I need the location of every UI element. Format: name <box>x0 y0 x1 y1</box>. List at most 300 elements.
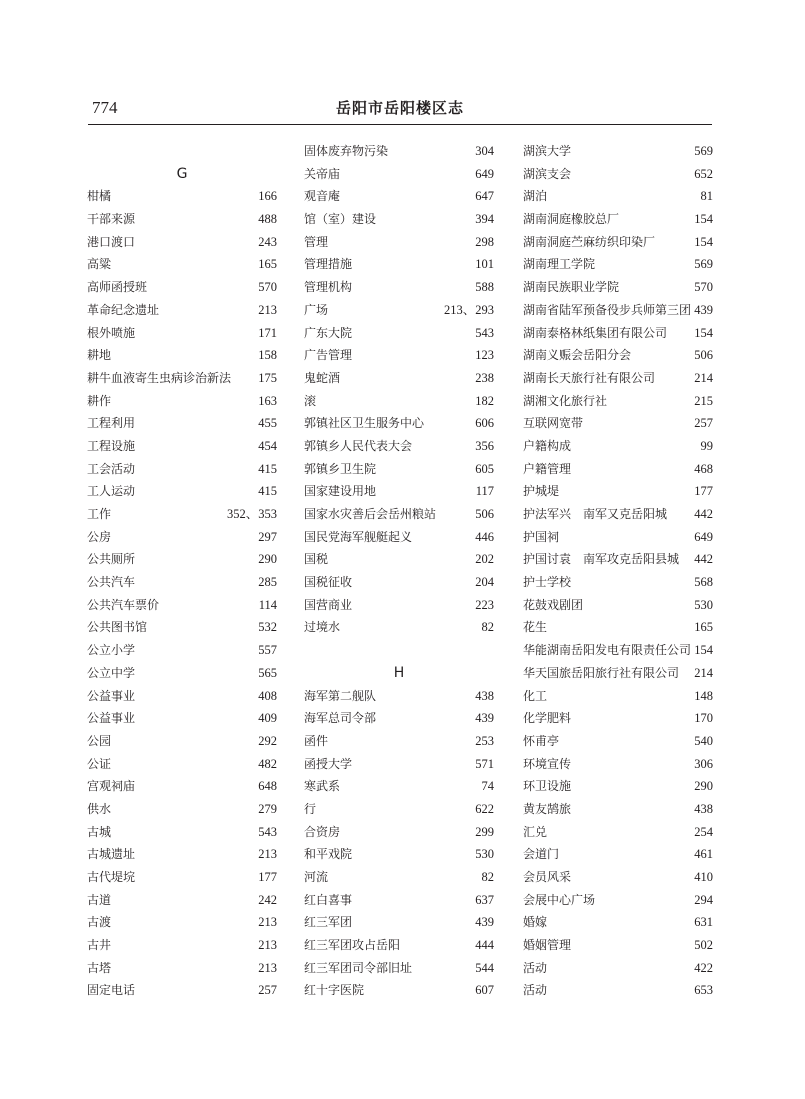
index-page-ref: 242 <box>258 892 277 907</box>
index-page-ref: 213 <box>258 847 277 862</box>
index-term: 护国讨袁 南军攻克岳阳县城 <box>523 552 680 567</box>
index-term: 港口渡口 <box>87 234 136 249</box>
index-term: 湖南省陆军预备役步兵师第三团 <box>523 302 692 317</box>
index-entry <box>304 685 494 708</box>
index-entry <box>523 616 713 639</box>
index-term: 古塔 <box>87 960 112 975</box>
index-page-ref: 588 <box>475 280 494 295</box>
index-page-ref: 605 <box>475 461 494 476</box>
index-page-ref: 568 <box>694 575 713 590</box>
index-entry <box>304 344 494 367</box>
index-entry <box>87 390 277 413</box>
index-page-ref: 238 <box>475 370 494 385</box>
index-page-ref: 213 <box>258 915 277 930</box>
index-page-ref: 648 <box>258 779 277 794</box>
index-entry <box>523 979 713 1002</box>
index-term: 会员风采 <box>523 870 572 884</box>
index-page-ref: 540 <box>694 733 713 748</box>
index-term: 寒武系 <box>304 779 341 794</box>
index-term: 工程利用 <box>87 416 136 431</box>
index-entry <box>304 390 494 413</box>
index-entry <box>87 662 277 685</box>
index-page-ref: 154 <box>694 643 713 658</box>
index-page-ref: 506 <box>475 507 494 521</box>
index-page-ref: 158 <box>258 348 277 363</box>
index-entry <box>87 821 277 844</box>
index-entry <box>87 798 277 821</box>
index-term: 耕地 <box>87 348 112 363</box>
index-term: 国税征收 <box>304 575 353 590</box>
index-entry <box>523 685 713 708</box>
index-term: 花鼓戏剧团 <box>523 597 584 612</box>
index-term: 湖滨支会 <box>523 166 572 181</box>
index-term: 公园 <box>87 733 112 748</box>
index-term: 宫观祠庙 <box>87 779 136 794</box>
index-page-ref: 454 <box>258 438 277 453</box>
index-entry <box>87 367 277 390</box>
index-entry <box>523 299 713 322</box>
index-entry <box>304 299 494 322</box>
index-page-ref: 154 <box>694 212 713 227</box>
index-entry <box>523 412 713 435</box>
index-entry <box>304 798 494 821</box>
index-entry <box>523 594 713 617</box>
index-page-ref: 482 <box>258 756 277 771</box>
index-term: 湖南长天旅行社有限公司 <box>523 370 656 385</box>
index-term: 红白喜事 <box>304 892 353 907</box>
index-term: 广告管理 <box>304 348 353 363</box>
index-term: 工作 <box>87 507 112 521</box>
index-entry <box>87 911 277 934</box>
index-term: 黄友鹄旅 <box>523 801 572 816</box>
index-entry <box>304 253 494 276</box>
index-term: 环境宣传 <box>523 756 572 771</box>
index-term: 护城堤 <box>523 484 560 499</box>
index-entry <box>523 911 713 934</box>
index-page-ref: 202 <box>475 552 494 567</box>
index-page-ref: 148 <box>694 688 713 703</box>
index-entry <box>87 775 277 798</box>
index-term: 红三军团 <box>304 915 353 930</box>
index-term: 合资房 <box>304 824 341 839</box>
index-term: 工程设施 <box>87 438 136 453</box>
index-term: 函件 <box>304 733 329 748</box>
index-page-ref: 506 <box>694 348 713 363</box>
index-page-ref: 223 <box>475 597 494 612</box>
index-page-ref: 299 <box>475 824 494 839</box>
index-page-ref: 356 <box>475 438 494 453</box>
index-page-ref: 439 <box>694 302 713 317</box>
index-term: 管理 <box>304 234 329 249</box>
index-term: 行 <box>304 801 317 816</box>
index-term: 湖南泰格林纸集团有限公司 <box>523 325 668 340</box>
index-page-ref: 99 <box>700 438 713 453</box>
index-page-ref: 544 <box>475 960 494 975</box>
index-page-ref: 101 <box>475 257 494 272</box>
index-entry <box>523 435 713 458</box>
blank-line <box>304 639 494 662</box>
index-term: 户籍构成 <box>523 438 572 453</box>
index-term: 耕牛血液寄生虫病诊治新法 <box>87 370 232 385</box>
index-page-ref: 565 <box>258 665 277 680</box>
index-page-ref: 532 <box>258 620 277 635</box>
index-page-ref: 488 <box>258 212 277 227</box>
index-term: 化工 <box>523 688 548 703</box>
index-entry <box>304 821 494 844</box>
index-term: 国税 <box>304 552 329 567</box>
index-page-ref: 468 <box>694 461 713 476</box>
index-entry <box>523 866 713 889</box>
index-term: 汇兑 <box>523 824 548 839</box>
index-entry <box>523 367 713 390</box>
index-term: 公共厕所 <box>87 552 136 567</box>
index-page-ref: 410 <box>694 870 713 884</box>
index-entry <box>523 390 713 413</box>
index-page-ref: 298 <box>475 234 494 249</box>
index-entry <box>304 185 494 208</box>
index-page-ref: 530 <box>475 847 494 862</box>
index-page-ref: 652 <box>694 166 713 181</box>
index-entry <box>304 594 494 617</box>
index-entry <box>523 503 713 526</box>
index-entry <box>87 616 277 639</box>
index-entry <box>87 526 277 549</box>
index-entry <box>304 889 494 912</box>
index-entry <box>523 458 713 481</box>
index-page-ref: 444 <box>475 938 494 953</box>
index-entry <box>304 163 494 186</box>
index-page-ref: 461 <box>694 847 713 862</box>
index-term: 会道门 <box>523 847 560 862</box>
index-page-ref: 422 <box>694 960 713 975</box>
index-page-ref: 570 <box>694 280 713 295</box>
index-entry <box>304 911 494 934</box>
index-entry <box>523 548 713 571</box>
index-page-ref: 622 <box>475 801 494 816</box>
index-entry <box>523 639 713 662</box>
index-page-ref: 438 <box>694 801 713 816</box>
index-entry <box>304 231 494 254</box>
index-term: 户籍管理 <box>523 461 572 476</box>
index-term: 国民党海军舰艇起义 <box>304 529 413 544</box>
index-term: 管理措施 <box>304 257 353 272</box>
index-page-ref: 154 <box>694 325 713 340</box>
index-page-ref: 409 <box>258 711 277 726</box>
index-entry <box>304 322 494 345</box>
index-term: 郭镇乡人民代表大会 <box>304 438 413 453</box>
index-entry <box>87 344 277 367</box>
index-page-ref: 294 <box>694 892 713 907</box>
index-entry <box>87 253 277 276</box>
index-page-ref: 502 <box>694 938 713 953</box>
index-page-ref: 117 <box>475 484 494 499</box>
index-term: 干部来源 <box>87 212 136 227</box>
index-term: 广场 <box>304 302 329 317</box>
index-term: 护国祠 <box>523 529 560 544</box>
index-entry <box>523 344 713 367</box>
index-entry <box>304 480 494 503</box>
index-entry <box>87 548 277 571</box>
index-entry <box>304 730 494 753</box>
index-term: 公益事业 <box>87 711 136 726</box>
index-page-ref: 439 <box>475 915 494 930</box>
index-entry <box>304 707 494 730</box>
index-term: 婚姻管理 <box>523 938 572 953</box>
index-page-ref: 285 <box>258 575 277 590</box>
index-page-ref: 213 <box>258 938 277 953</box>
index-entry <box>87 934 277 957</box>
index-entry <box>523 753 713 776</box>
index-entry <box>304 934 494 957</box>
index-term: 耕作 <box>87 393 112 408</box>
index-page-ref: 177 <box>694 484 713 499</box>
index-page-ref: 438 <box>475 688 494 703</box>
index-term: 和平戏院 <box>304 847 353 862</box>
index-page-ref: 213 <box>258 960 277 975</box>
index-page-ref: 182 <box>475 393 494 408</box>
index-entry <box>87 730 277 753</box>
index-term: 华能湖南岳阳发电有限责任公司 <box>523 643 692 658</box>
index-page-ref: 557 <box>258 643 277 658</box>
index-term: 湖南洞庭苎麻纺织印染厂 <box>523 234 656 249</box>
index-term: 公共图书馆 <box>87 620 148 635</box>
index-page-ref: 213、293 <box>443 302 494 317</box>
index-term: 活动 <box>523 960 548 975</box>
index-entry <box>523 140 713 163</box>
index-entry <box>87 231 277 254</box>
index-entry <box>87 322 277 345</box>
index-page-ref: 82 <box>481 870 494 884</box>
index-term: 工人运动 <box>87 484 136 499</box>
index-page-ref: 570 <box>258 280 277 295</box>
index-page-ref: 154 <box>694 234 713 249</box>
index-page-ref: 254 <box>694 824 713 839</box>
index-entry <box>304 866 494 889</box>
index-entry <box>523 253 713 276</box>
index-term: 柑橘 <box>87 189 112 204</box>
index-term: 化学肥料 <box>523 711 572 726</box>
index-page-ref: 442 <box>694 552 713 567</box>
index-page-ref: 290 <box>258 552 277 567</box>
index-term: 公房 <box>87 529 112 544</box>
index-page-ref: 163 <box>258 393 277 408</box>
index-entry <box>523 821 713 844</box>
index-term: 固体废弃物污染 <box>304 144 389 158</box>
index-term: 高师函授班 <box>87 280 148 295</box>
index-entry <box>87 753 277 776</box>
index-page-ref: 649 <box>694 529 713 544</box>
index-term: 华天国旅岳阳旅行社有限公司 <box>523 665 680 680</box>
index-term: 郭镇社区卫生服务中心 <box>304 416 425 431</box>
index-page-ref: 415 <box>258 461 277 476</box>
index-page-ref: 543 <box>258 824 277 839</box>
index-entry <box>523 775 713 798</box>
index-term: 湖南义赈会岳阳分会 <box>523 348 632 363</box>
index-page-ref: 214 <box>694 370 713 385</box>
index-term: 湖南理工学院 <box>523 257 596 272</box>
index-term: 古城遗址 <box>87 847 136 862</box>
header-rule <box>88 124 712 125</box>
index-term: 海军第二舰队 <box>304 688 377 703</box>
index-term: 国家水灾善后会岳州粮站 <box>304 507 437 521</box>
index-entry <box>523 163 713 186</box>
index-entry <box>304 753 494 776</box>
index-entry <box>523 526 713 549</box>
section-letter: H <box>393 664 405 681</box>
index-entry <box>523 322 713 345</box>
index-page-ref: 631 <box>694 915 713 930</box>
index-column-3 <box>523 140 713 1002</box>
index-page-ref: 81 <box>700 189 713 204</box>
index-entry <box>87 639 277 662</box>
index-page-ref: 653 <box>694 983 713 998</box>
index-entry <box>304 526 494 549</box>
index-term: 国营商业 <box>304 597 353 612</box>
index-term: 怀甫亭 <box>523 733 560 748</box>
page-number: 774 <box>92 98 118 117</box>
index-term: 活动 <box>523 983 548 998</box>
index-term: 公证 <box>87 756 112 771</box>
index-term: 古城 <box>87 824 112 839</box>
index-entry <box>304 140 494 163</box>
index-term: 会展中心广场 <box>523 892 596 907</box>
index-page-ref: 204 <box>475 575 494 590</box>
index-entry <box>523 934 713 957</box>
index-term: 湖滨大学 <box>523 144 572 158</box>
index-entry <box>87 685 277 708</box>
index-entry <box>304 412 494 435</box>
index-entry <box>304 843 494 866</box>
index-page-ref: 257 <box>694 416 713 431</box>
index-term: 红十字医院 <box>304 983 365 998</box>
index-entry <box>87 412 277 435</box>
index-entry <box>523 208 713 231</box>
index-entry <box>87 707 277 730</box>
index-page-ref: 571 <box>475 756 494 771</box>
index-entry <box>87 979 277 1002</box>
index-page-ref: 214 <box>694 665 713 680</box>
index-entry <box>523 231 713 254</box>
section-letter: G <box>176 165 188 182</box>
index-entry <box>523 889 713 912</box>
index-term: 互联网宽带 <box>523 416 584 431</box>
blank-line <box>87 140 277 163</box>
index-entry <box>87 185 277 208</box>
index-page-ref: 165 <box>258 257 277 272</box>
index-term: 革命纪念遗址 <box>87 302 160 317</box>
index-entry <box>87 276 277 299</box>
index-term: 过境水 <box>304 620 341 635</box>
index-entry <box>87 866 277 889</box>
index-term: 管理机构 <box>304 280 353 295</box>
index-term: 河流 <box>304 870 329 884</box>
index-page-ref: 455 <box>258 416 277 431</box>
index-entry <box>87 889 277 912</box>
index-term: 滚 <box>304 393 317 408</box>
index-term: 红三军团攻占岳阳 <box>304 938 401 953</box>
index-page-ref: 306 <box>694 756 713 771</box>
index-term: 婚嫁 <box>523 915 548 930</box>
index-page-ref: 123 <box>475 348 494 363</box>
index-column-2 <box>304 140 494 1002</box>
index-entry <box>304 775 494 798</box>
index-page-ref: 253 <box>475 733 494 748</box>
index-term: 固定电话 <box>87 983 136 998</box>
index-entry <box>523 730 713 753</box>
index-page-ref: 279 <box>258 801 277 816</box>
index-page-ref: 177 <box>258 870 277 884</box>
index-column-1 <box>87 140 277 1002</box>
index-page-ref: 439 <box>475 711 494 726</box>
index-page-ref: 415 <box>258 484 277 499</box>
running-title: 岳阳市岳阳楼区志 <box>335 99 464 117</box>
index-entry <box>304 276 494 299</box>
index-entry <box>87 480 277 503</box>
index-term: 广东大院 <box>304 325 353 340</box>
index-page-ref: 607 <box>475 983 494 998</box>
index-entry <box>304 548 494 571</box>
index-page-ref: 297 <box>258 529 277 544</box>
index-page-ref: 394 <box>475 212 494 227</box>
index-entry <box>523 185 713 208</box>
index-entry <box>304 367 494 390</box>
index-entry <box>523 798 713 821</box>
index-page-ref: 290 <box>694 779 713 794</box>
index-entry <box>87 571 277 594</box>
index-entry <box>304 435 494 458</box>
index-page-ref: 175 <box>258 370 277 385</box>
index-entry <box>523 571 713 594</box>
index-entry <box>87 458 277 481</box>
index-page-ref: 171 <box>258 325 277 340</box>
index-entry <box>87 299 277 322</box>
index-page-ref: 82 <box>481 620 494 635</box>
index-term: 公共汽车票价 <box>87 597 160 612</box>
index-term: 湖南民族职业学院 <box>523 280 620 295</box>
index-page-ref: 304 <box>475 144 494 158</box>
index-page-ref: 166 <box>258 189 277 204</box>
index-term: 公立小学 <box>87 643 136 658</box>
index-term: 花生 <box>523 620 548 635</box>
index-page-ref: 170 <box>694 711 713 726</box>
index-term: 护法军兴 南军又克岳阳城 <box>523 507 668 521</box>
index-term: 根外喷施 <box>87 325 136 340</box>
index-page-ref: 292 <box>258 733 277 748</box>
index-page-ref: 257 <box>258 983 277 998</box>
index-entry <box>87 843 277 866</box>
index-page-ref: 442 <box>694 507 713 521</box>
index-page-ref: 165 <box>694 620 713 635</box>
index-entry <box>523 276 713 299</box>
index-term: 工会活动 <box>87 461 136 476</box>
index-entry <box>304 208 494 231</box>
index-term: 红三军团司令部旧址 <box>304 960 413 975</box>
index-term: 供水 <box>87 801 112 816</box>
index-entry <box>304 503 494 526</box>
index-entry <box>304 571 494 594</box>
index-page-ref: 213 <box>258 302 277 317</box>
index-page-ref: 530 <box>694 597 713 612</box>
index-entry <box>87 594 277 617</box>
index-page-ref: 352、353 <box>226 507 277 521</box>
index-term: 公共汽车 <box>87 575 136 590</box>
index-page-ref: 446 <box>475 529 494 544</box>
index-entry <box>87 208 277 231</box>
index-page-ref: 74 <box>481 779 494 794</box>
index-term: 古渡 <box>87 915 112 930</box>
index-page-ref: 408 <box>258 688 277 703</box>
index-term: 高粱 <box>87 257 112 272</box>
